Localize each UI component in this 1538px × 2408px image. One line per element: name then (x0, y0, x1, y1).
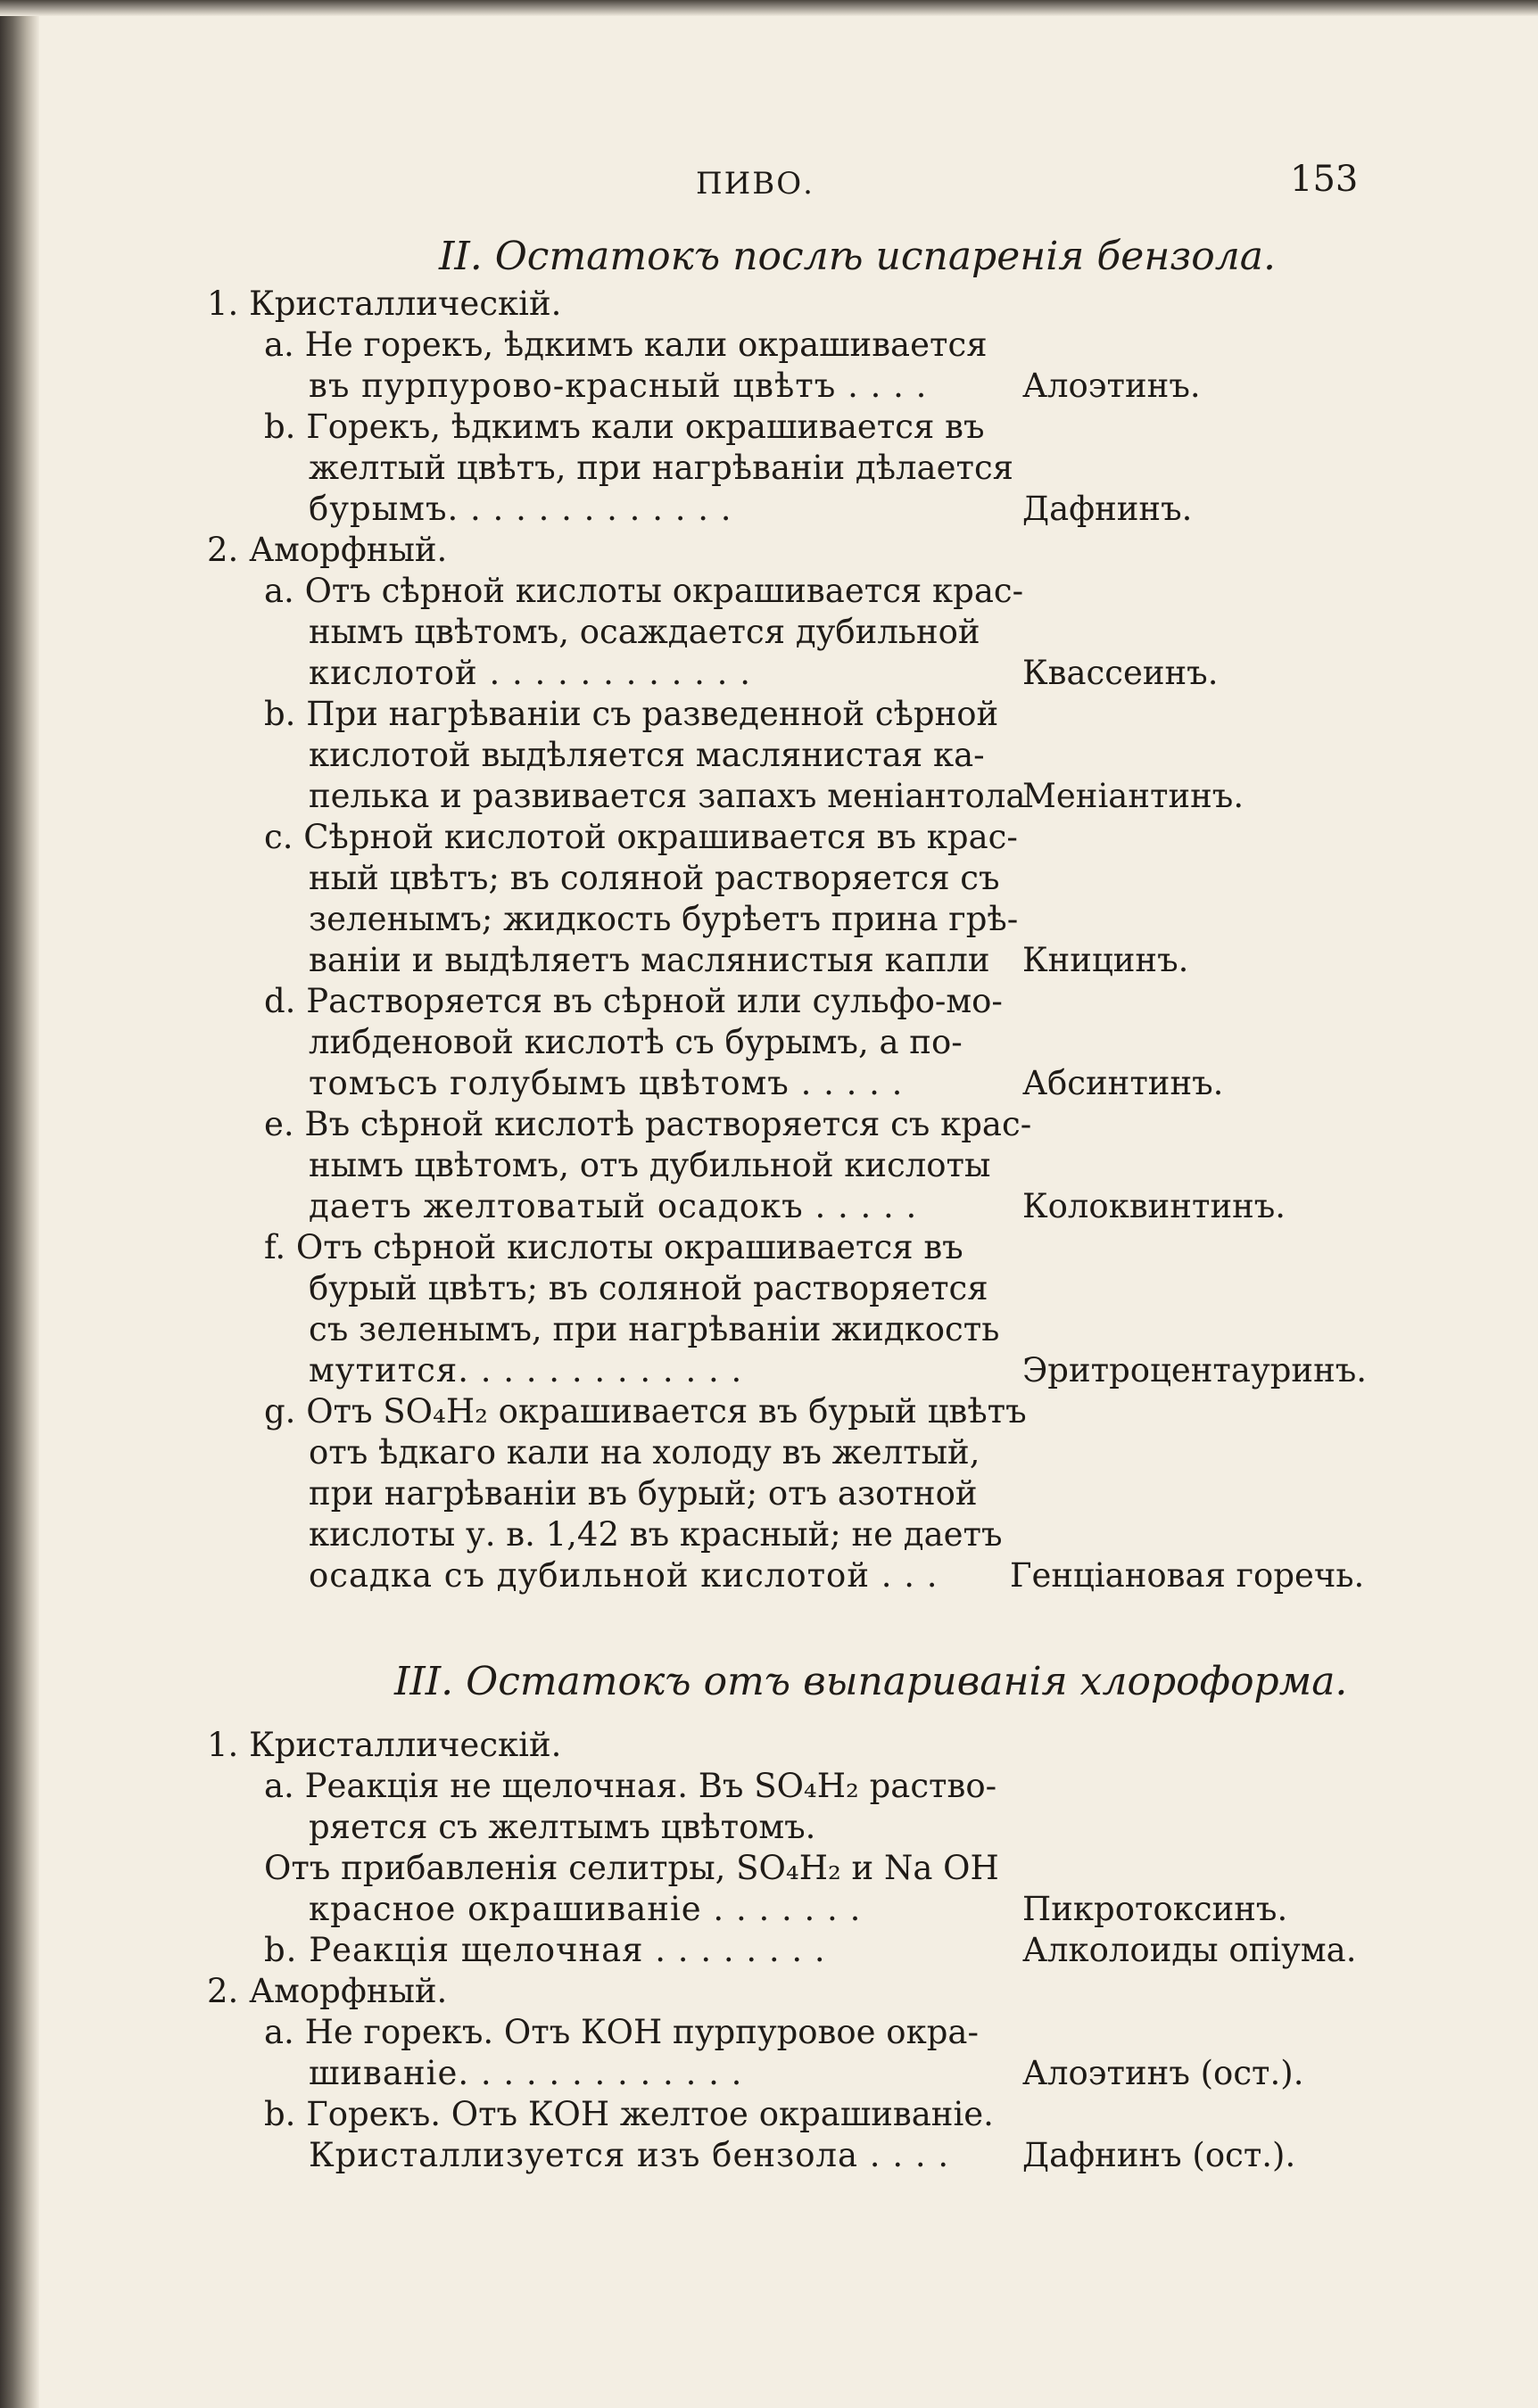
entry-line: нымъ цвѣтомъ, отъ дубильной кислоты (309, 1146, 991, 1184)
entry-line: a. Реакція не щелочная. Въ SO₄H₂ раство- (264, 1767, 997, 1805)
result-dafnin: Дафнинъ. (1022, 490, 1193, 528)
entry-line: a. Не горекъ, ѣдкимъ кали окрашивается (264, 326, 988, 364)
item-2-heading: 2. Аморфный. (207, 1972, 448, 2010)
entry-line: кислотой выдѣляется маслянистая ка- (309, 736, 985, 774)
page-edge-shadow-left (0, 0, 39, 2408)
entry-line: a. Отъ сѣрной кислоты окрашивается крас- (264, 572, 1024, 610)
entry-line: мутится. . . . . . . . . . . . . (309, 1351, 743, 1390)
entry-line: осадка съ дубильной кислотой . . . (309, 1556, 939, 1595)
entry-line: томъсъ голубымъ цвѣтомъ . . . . . (309, 1064, 904, 1102)
entry-line: a. Не горекъ. Отъ КОН пурпуровое окра- (264, 2013, 979, 2051)
result-alkoloidy-opiuma: Алколоиды опіума. (1022, 1931, 1357, 1969)
result-kolokvintin: Колоквинтинъ. (1022, 1187, 1286, 1225)
entry-line: при нагрѣваніи въ бурый; отъ азотной (309, 1474, 978, 1513)
entry-line: нымъ цвѣтомъ, осаждается дубильной (309, 613, 980, 651)
entry-line: ный цвѣтъ; въ соляной растворяется съ (309, 859, 1000, 897)
entry-line: желтый цвѣтъ, при нагрѣваніи дѣлается (309, 449, 1014, 487)
entry-line: b. При нагрѣваніи съ разведенной сѣрной (264, 695, 999, 733)
result-absintin: Абсинтинъ. (1022, 1064, 1224, 1102)
result-aloetin: Алоэтинъ. (1022, 367, 1201, 405)
entry-line: ряется съ желтымъ цвѣтомъ. (309, 1808, 816, 1846)
page-number: 153 (1290, 159, 1359, 200)
item-2-heading: 2. Аморфный. (207, 531, 448, 569)
entry-line: зеленымъ; жидкость бурѣетъ прина грѣ- (309, 900, 1019, 938)
entry-line: b. Горекъ. Отъ КОН желтое окрашиваніе. (264, 2095, 994, 2133)
entry-line: кислоты у. в. 1,42 въ красный; не даетъ (309, 1515, 1003, 1554)
entry-line: b. Реакція щелочная . . . . . . . . (264, 1931, 826, 1969)
result-meniantin: Меніантинъ. (1022, 777, 1244, 815)
entry-line: въ пурпурово-красный цвѣтъ . . . . (309, 367, 928, 405)
entry-line: g. Отъ SO₄H₂ окрашивается въ бурый цвѣтъ (264, 1392, 1027, 1431)
entry-line: бурый цвѣтъ; въ соляной растворяется (309, 1269, 988, 1307)
result-aloetin-ost: Алоэтинъ (ост.). (1022, 2054, 1304, 2092)
entry-line: шиваніе. . . . . . . . . . . . . (309, 2054, 743, 2092)
result-eritrotsentaurin: Эритроцентауринъ. (1022, 1351, 1368, 1390)
entry-line: c. Сѣрной кислотой окрашивается въ крас- (264, 818, 1018, 856)
entry-line: d. Растворяется въ сѣрной или сульфо-мо- (264, 982, 1003, 1020)
entry-line: f. Отъ сѣрной кислоты окрашивается въ (264, 1228, 963, 1266)
entry-line: Кристаллизуется изъ бензола . . . . (309, 2136, 950, 2174)
entry-line: даетъ желтоватый осадокъ . . . . . (309, 1187, 918, 1225)
entry-line: пелька и развивается запахъ меніантола (309, 777, 1026, 815)
entry-line: b. Горекъ, ѣдкимъ кали окрашивается въ (264, 408, 985, 446)
section-title-3: III. Остатокъ отъ выпариванія хлороформа. (394, 1659, 1348, 1704)
page-edge-shadow-top (0, 0, 1538, 16)
result-kvassein: Квассеинъ. (1022, 654, 1219, 692)
result-gentsianovaya-gorech: Генціановая горечь. (1010, 1556, 1365, 1595)
running-head: ПИВО. (696, 166, 814, 202)
section-title-2: II. Остатокъ послѣ испаренія бензола. (439, 234, 1277, 279)
entry-line: съ зеленымъ, при нагрѣваніи жидкость (309, 1310, 1000, 1348)
entry-line: бурымъ. . . . . . . . . . . . . (309, 490, 732, 528)
entry-line: либденовой кислотѣ съ бурымъ, а по- (309, 1023, 963, 1061)
result-knitsin: Кницинъ. (1022, 941, 1189, 979)
entry-line: e. Въ сѣрной кислотѣ растворяется съ крас- (264, 1105, 1032, 1143)
result-dafnin-ost: Дафнинъ (ост.). (1022, 2136, 1296, 2174)
result-pikrotoksin: Пикротоксинъ. (1022, 1890, 1288, 1928)
item-1-heading: 1. Кристаллическій. (207, 1726, 562, 1764)
entry-line: красное окрашиваніе . . . . . . . (309, 1890, 862, 1928)
item-1-heading: 1. Кристаллическій. (207, 285, 562, 323)
entry-line: ваніи и выдѣляетъ маслянистыя капли (309, 941, 990, 979)
entry-line: Отъ прибавленія селитры, SO₄H₂ и Na OH (264, 1849, 999, 1887)
entry-line: кислотой . . . . . . . . . . . . (309, 654, 751, 692)
entry-line: отъ ѣдкаго кали на холоду въ желтый, (309, 1433, 980, 1472)
